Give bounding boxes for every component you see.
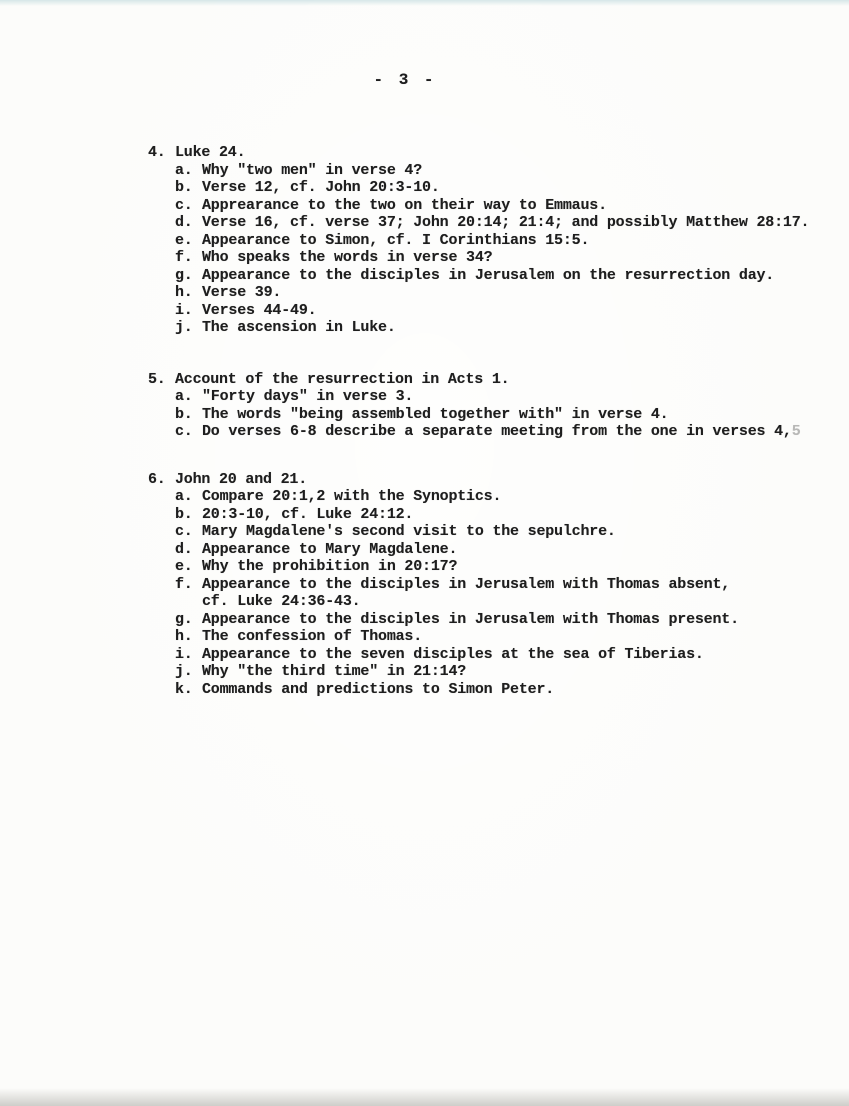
outline-item [175, 388, 848, 406]
outline-item [175, 506, 848, 524]
item-text: Verse 16, cf. verse 37; John 20:14; 21:4; and possibly Matthew 28:17. [202, 214, 810, 231]
outline-item [175, 628, 848, 646]
item-letter: b. [175, 405, 193, 423]
section-number: 6. [148, 470, 166, 488]
section-luke-24 [148, 144, 848, 337]
outline-item [175, 249, 848, 267]
item-letter: j. [175, 663, 193, 680]
outline-item [175, 406, 848, 424]
outline-item [175, 488, 848, 506]
item-letter: i. [175, 645, 193, 663]
outline-item [175, 232, 848, 250]
item-text: Commands and predictions to Simon Peter. [202, 680, 555, 698]
outline-item [175, 663, 848, 681]
outline-item [175, 646, 848, 664]
item-letter: a. [175, 161, 193, 179]
item-text: The words "being assembled together with" in verse 4. [202, 405, 669, 423]
item-text: Appearance to Simon, cf. I Corinthians 15:5. [202, 231, 590, 249]
scan-edge-artifact-bottom [0, 1088, 849, 1106]
outline-item [175, 302, 848, 320]
item-letter: e. [175, 231, 193, 249]
outline-item [175, 267, 848, 285]
item-text: Verses 44-49. [202, 301, 317, 319]
item-text: Mary Magdalene's second visit to the sepulchre. [202, 523, 616, 540]
item-letter: f. [175, 575, 193, 593]
item-text: Appearance to the disciples in Jerusalem with Thomas absent, [202, 575, 731, 593]
section-items [175, 388, 848, 441]
section-title-row [148, 371, 848, 389]
item-text: 20:3-10, cf. Luke 24:12. [202, 505, 414, 523]
section-title: Luke 24. [175, 144, 246, 161]
item-letter: c. [175, 196, 193, 214]
item-letter: e. [175, 558, 193, 575]
item-text: The ascension in Luke. [202, 319, 396, 336]
item-continuation-text: cf. Luke 24:36-43. [202, 593, 361, 610]
section-items [175, 488, 848, 698]
outline-item [175, 576, 848, 594]
item-text-faded: 5 [791, 423, 801, 440]
item-letter: d. [175, 214, 193, 231]
item-letter: g. [175, 266, 193, 284]
item-text: Appearance to Mary Magdalene. [202, 540, 458, 558]
item-text-main: Do verses 6-8 describe a separate meeting from the one in verses 4, [202, 423, 792, 440]
outline-item [175, 611, 848, 629]
section-acts-1 [148, 371, 848, 441]
item-letter: a. [175, 488, 193, 505]
outline-item-continuation [175, 593, 848, 611]
item-text [202, 423, 801, 441]
outline-item [175, 284, 848, 302]
section-number: 4. [148, 144, 166, 161]
outline-item [175, 681, 848, 699]
item-text: Appearance to the disciples in Jerusalem on the resurrection day. [202, 266, 775, 284]
section-title-row [148, 471, 848, 489]
item-text: Why "the third time" in 21:14? [202, 663, 467, 680]
outline-item [175, 423, 848, 441]
item-letter: i. [175, 301, 193, 319]
item-text: "Forty days" in verse 3. [202, 388, 414, 405]
item-letter: c. [175, 423, 193, 440]
item-letter: j. [175, 319, 193, 336]
outline-item [175, 214, 848, 232]
outline-item [175, 197, 848, 215]
outline-item [175, 179, 848, 197]
item-text: Why the prohibition in 20:17? [202, 558, 458, 575]
item-text: Why "two men" in verse 4? [202, 161, 423, 179]
item-letter: a. [175, 388, 193, 405]
section-title: Account of the resurrection in Acts 1. [175, 370, 510, 388]
section-title: John 20 and 21. [175, 470, 308, 488]
item-letter: h. [175, 284, 193, 301]
item-text: Apprearance to the two on their way to Emmaus. [202, 196, 607, 214]
section-title-row [148, 144, 848, 162]
page-number: - 3 - [373, 71, 437, 89]
item-text: Verse 12, cf. John 20:3-10. [202, 179, 440, 196]
section-number: 5. [148, 370, 166, 388]
item-text: Appearance to the seven disciples at the sea of Tiberias. [202, 645, 704, 663]
outline-item [175, 558, 848, 576]
item-text: Compare 20:1,2 with the Synoptics. [202, 488, 502, 505]
outline-item [175, 319, 848, 337]
outline-item [175, 162, 848, 180]
item-text: Who speaks the words in verse 34? [202, 249, 493, 266]
item-letter: g. [175, 610, 193, 628]
outline-content [148, 144, 848, 698]
outline-item [175, 541, 848, 559]
item-letter: d. [175, 540, 193, 558]
scan-edge-artifact-top [0, 0, 849, 6]
item-letter: h. [175, 628, 193, 645]
item-letter: k. [175, 680, 193, 698]
item-text: Verse 39. [202, 284, 282, 301]
section-john-20-21 [148, 471, 848, 699]
item-text: The confession of Thomas. [202, 628, 423, 645]
item-text: Appearance to the disciples in Jerusalem with Thomas present. [202, 610, 739, 628]
item-letter: f. [175, 249, 193, 266]
outline-item [175, 523, 848, 541]
item-letter: b. [175, 179, 193, 196]
item-letter: c. [175, 523, 193, 540]
section-items [175, 162, 848, 337]
item-letter: b. [175, 505, 193, 523]
